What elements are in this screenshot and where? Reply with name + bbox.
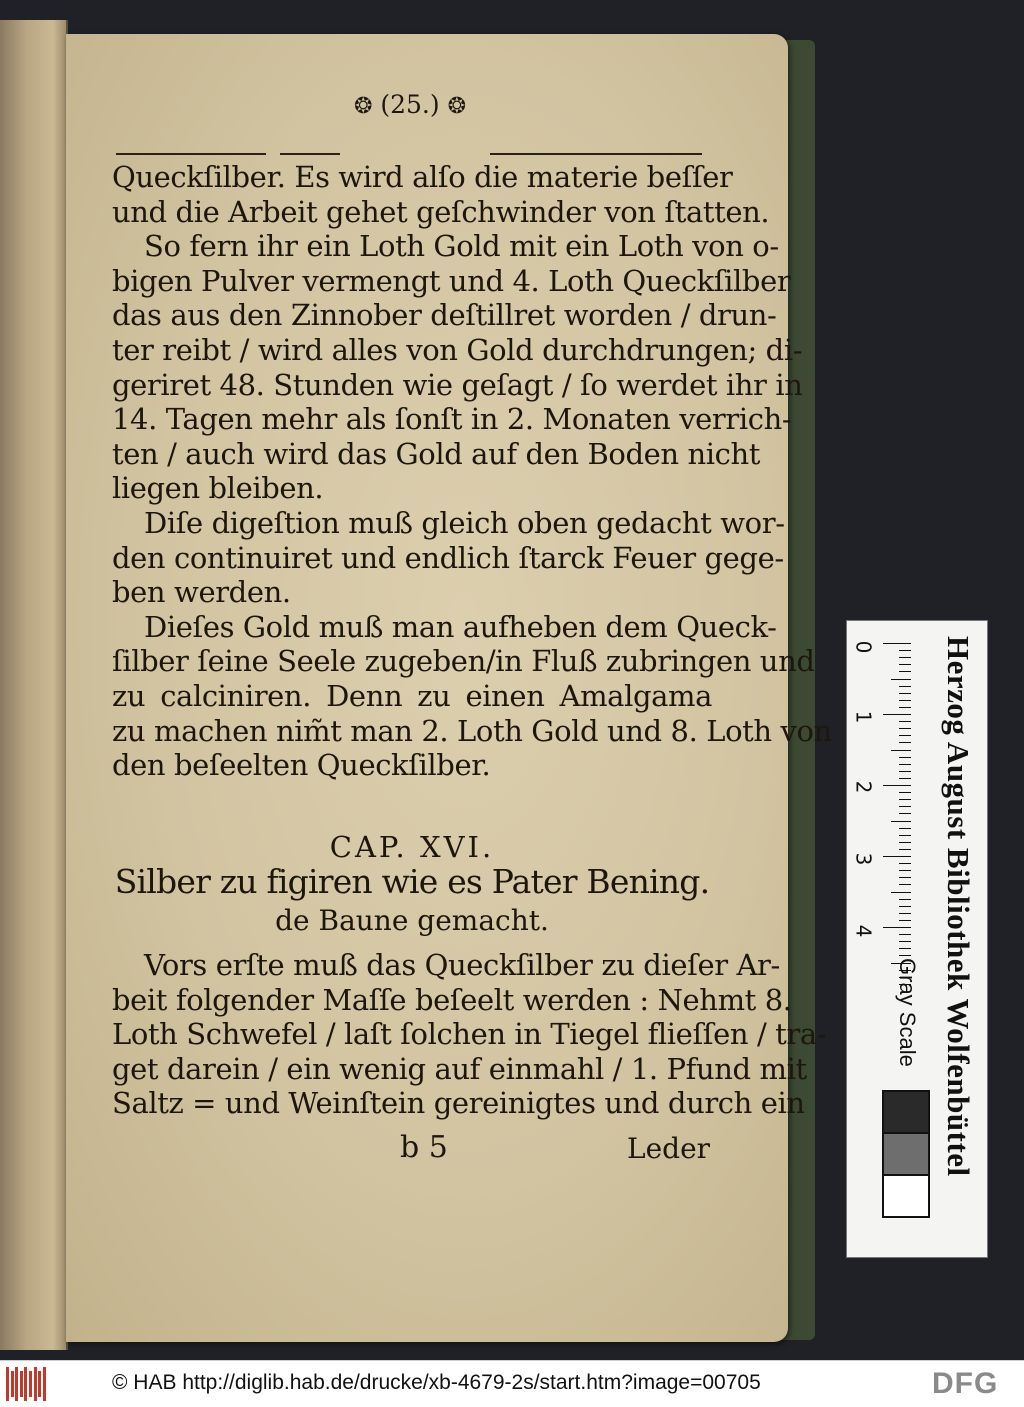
gray-swatch-mid — [882, 1132, 930, 1176]
dfg-logo[interactable]: DFG — [932, 1367, 999, 1400]
ruler-tick — [899, 792, 911, 793]
text-line: Vors erſte muß das Queckſilber zu dieſer Ar- — [144, 948, 780, 982]
gray-swatch-dark — [882, 1090, 930, 1134]
ruler-tick — [899, 877, 911, 878]
ruler-tick — [899, 700, 911, 701]
header-rule-mid-left — [280, 153, 340, 155]
ruler-tick — [899, 955, 911, 956]
ruler-tick — [899, 778, 911, 779]
ruler-tick — [891, 750, 911, 751]
scale-number: 2 — [851, 780, 876, 794]
ruler-tick — [899, 884, 911, 885]
ruler-tick — [899, 835, 911, 836]
page-number: (25.) — [380, 90, 440, 119]
ruler-tick — [899, 650, 911, 651]
text-line: 14. Tagen mehr als ſonſt in 2. Monaten verrich- — [112, 402, 792, 437]
chapter-subtitle: de Baune gemacht. — [275, 904, 549, 937]
text-line: liegen bleiben. — [112, 471, 324, 506]
ruler-tick — [899, 870, 911, 871]
text-line: zu machen nim̃t man 2. Loth Gold und 8. Loth von — [112, 713, 832, 748]
ruler-tick — [883, 785, 911, 786]
hab-logo-bar — [24, 1367, 27, 1401]
ruler-tick — [899, 742, 911, 743]
ruler-tick — [899, 934, 911, 935]
copyright-link[interactable]: © HAB http://diglib.hab.de/drucke/xb-4679-2s/start.htm?image=00705 — [112, 1371, 761, 1394]
ornament-left-icon: ❂ — [353, 94, 373, 119]
ruler-tick — [899, 913, 911, 914]
chapter-title: Silber zu figiren wie es Pater Bening. — [114, 862, 710, 901]
ruler-tick — [883, 856, 911, 857]
chapter-number: CAP. XVI. — [329, 830, 495, 864]
ruler-tick — [899, 948, 911, 949]
ruler-tick — [899, 693, 911, 694]
ruler-tick — [899, 799, 911, 800]
gray-scale-label: Gray Scale — [895, 958, 920, 1067]
page-header — [330, 90, 490, 119]
scale-number: 3 — [851, 852, 876, 866]
ornament-right-icon: ❂ — [447, 94, 467, 119]
ruler-tick — [899, 671, 911, 672]
body-text-upper — [112, 160, 832, 783]
ruler-tick — [891, 892, 911, 893]
header-rule-left — [116, 153, 266, 155]
scale-numbers — [851, 621, 881, 1257]
catchword: Leder — [627, 1132, 711, 1165]
scale-number: 0 — [851, 640, 876, 654]
ruler-tick — [899, 849, 911, 850]
ruler-tick — [899, 920, 911, 921]
gray-swatch-white — [882, 1174, 930, 1218]
text-line: get darein / ein wenig auf einmahl / 1. Pfund mit — [112, 1051, 807, 1086]
ruler-tick — [899, 806, 911, 807]
signature-mark: b 5 — [400, 1130, 448, 1165]
header-rule-right — [490, 153, 702, 155]
text-line: das aus den Zinnober deſtillret worden / drun- — [112, 298, 777, 333]
ruler-tick — [899, 721, 911, 722]
text-line: geriret 48. Stunden wie geſagt / ſo werdet ihr in — [112, 367, 803, 402]
text-line: zu calciniren. Denn zu einen Amalgama — [112, 678, 712, 713]
ruler-tick — [899, 842, 911, 843]
hab-logo-bar — [15, 1367, 18, 1401]
library-name: Herzog August Bibliothek Wolfenbüttel — [941, 636, 976, 1177]
ruler-tick — [883, 714, 911, 715]
scale-number: 4 — [851, 924, 876, 938]
text-line: So fern ihr ein Loth Gold mit ein Loth von o- — [144, 229, 779, 264]
text-line: und die Arbeit gehet geſchwinder von ſtatten. — [112, 194, 770, 229]
ruler-tick — [899, 771, 911, 772]
ruler-tick — [899, 941, 911, 942]
hab-logo-bar — [34, 1367, 37, 1401]
text-line: beit folgender Maſſe beſeelt werden : Nehmt 8. — [112, 982, 792, 1017]
ruler-tick — [899, 664, 911, 665]
ruler-tick — [899, 906, 911, 907]
hab-logo-bar — [29, 1371, 32, 1397]
text-line: Dieſes Gold muß man aufheben dem Queck- — [144, 609, 777, 644]
text-line: ter reibt / wird alles von Gold durchdrungen; di- — [112, 332, 803, 367]
text-line: den beſeelten Queckſilber. — [112, 748, 491, 783]
text-line: Loth Schwefel / laſt ſolchen in Tiegel flieſſen / tra- — [112, 1017, 827, 1052]
ruler-tick — [891, 679, 911, 680]
hab-logo-bar — [11, 1371, 14, 1397]
footer-bar — [0, 1360, 1024, 1407]
ruler-tick — [899, 757, 911, 758]
ruler-tick — [899, 828, 911, 829]
ruler-tick — [899, 863, 911, 864]
ruler-tick — [899, 735, 911, 736]
hab-logo-bar — [38, 1371, 41, 1397]
text-line: ben werden. — [112, 575, 291, 610]
ruler-tick — [899, 707, 911, 708]
ruler-tick — [883, 927, 911, 928]
text-line: ſilber ſeine Seele zugeben/in Fluß zubringen und — [112, 644, 815, 679]
left-page-edge — [0, 20, 68, 1350]
text-line: Queckſilber. Es wird alſo die materie beſſer — [112, 160, 733, 194]
text-line: bigen Pulver vermengt und 4. Loth Queckſilber — [112, 263, 791, 298]
hab-logo-bar — [43, 1367, 46, 1401]
scale-number: 1 — [851, 710, 876, 724]
ruler-tick — [883, 643, 911, 644]
hab-logo-bar — [20, 1371, 23, 1397]
hab-logo-icon[interactable] — [6, 1367, 48, 1401]
ruler-tick — [899, 899, 911, 900]
ruler-tick — [899, 728, 911, 729]
body-text-lower — [112, 948, 827, 1121]
text-line: den continuiret und endlich ſtarck Feuer gege- — [112, 540, 784, 575]
text-line: ten / auch wird das Gold auf den Boden nicht — [112, 436, 761, 471]
ruler-tick — [899, 686, 911, 687]
ruler-tick — [899, 657, 911, 658]
ruler-tick — [891, 821, 911, 822]
ruler-tick — [899, 813, 911, 814]
text-line: Saltz = und Weinſtein gereinigtes und durch ein — [112, 1086, 805, 1121]
text-line: Diſe digeſtion muß gleich oben gedacht wor- — [144, 505, 785, 540]
hab-logo-bar — [6, 1367, 9, 1401]
ruler-tick — [899, 764, 911, 765]
